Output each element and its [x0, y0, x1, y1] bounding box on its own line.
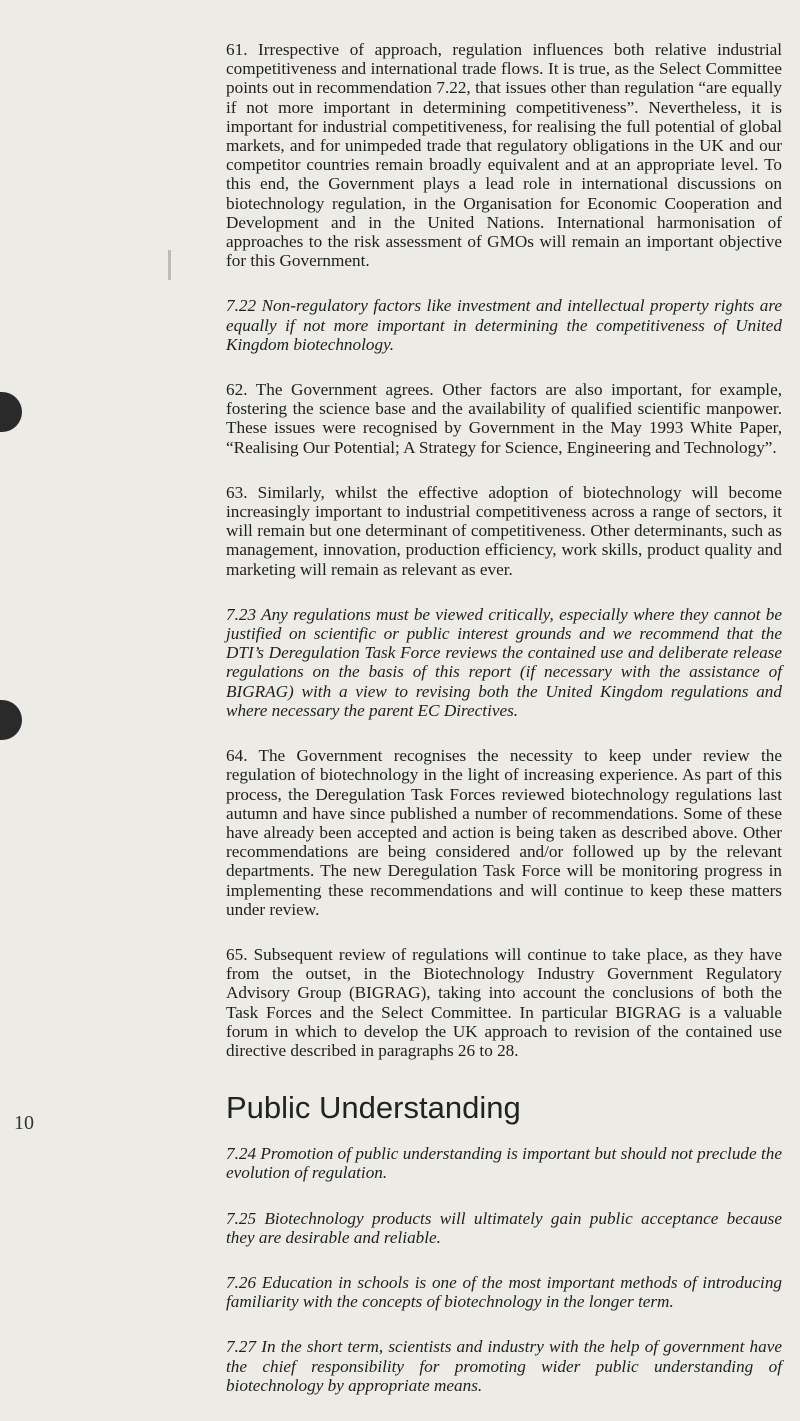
binder-hole-upper	[0, 392, 22, 432]
binder-hole-lower	[0, 700, 22, 740]
paragraph-62: 62. The Government agrees. Other factors are also important, for example, fostering the science base and the availability of qualified scientific manpower. These issues were recognised by Government in the May 1993 White Paper, “Realising Our Potential; A Strategy for Science, Engineering and Technology”.	[226, 380, 782, 457]
scan-edge-mark	[168, 250, 171, 280]
recommendation-7-25: 7.25 Biotechnology products will ultimately gain public acceptance because they are desirable and reliable.	[226, 1208, 782, 1247]
recommendation-7-22: 7.22 Non-regulatory factors like investment and intellectual property rights are equally if not more important in determining the competitiveness of United Kingdom biotechnology.	[226, 296, 782, 354]
page-number: 10	[14, 1112, 34, 1134]
recommendation-7-26: 7.26 Education in schools is one of the most important methods of introducing familiarity with the concepts of biotechnology in the longer term.	[226, 1272, 782, 1312]
recommendation-7-24: 7.24 Promotion of public understanding is important but should not preclude the evolution of regulation.	[226, 1144, 782, 1183]
recommendation-7-27: 7.27 In the short term, scientists and industry with the help of government have the chief responsibility for promoting wider public understanding of biotechnology by appropriate means.	[226, 1337, 782, 1395]
paragraph-64: 64. The Government recognises the necessity to keep under review the regulation of biotechnology in the light of increasing experience. As part of this process, the Deregulation Task Forces reviewed biotechnology regulations last autumn and have since published a number of recommendations. Some of these have already been accepted and action is being taken as described above. Other recommendations are being considered and/or followed up by the relevant departments. The new Deregulation Task Force will be monitoring progress in implementing these recommendations and will continue to keep these matters under review.	[226, 746, 782, 919]
paragraph-63: 63. Similarly, whilst the effective adoption of biotechnology will become increasingly important to industrial competitiveness across a range of sectors, it will remain but one determinant of competitiveness. Other determinants, such as management, innovation, production efficiency, work skills, product quality and marketing will remain as relevant as ever.	[226, 482, 782, 579]
paragraph-65: 65. Subsequent review of regulations will continue to take place, as they have from the outset, in the Biotechnology Industry Government Regulatory Advisory Group (BIGRAG), taking into account the conclusions of both the Task Forces and the Select Committee. In particular BIGRAG is a valuable forum in which to develop the UK approach to revision of the contained use directive described in paragraphs 26 to 28.	[226, 944, 782, 1060]
paragraph-61: 61. Irrespective of approach, regulation influences both relative industrial competitiveness and international trade flows. It is true, as the Select Committee points out in recommendation 7.22, that issues other than regulation “are equally if not more important in determining competitiveness”. Nevertheless, it is important for industrial competitiveness, for realising the full potential of global markets, and for unimpeded trade that regulatory obligations in the UK and our competitor countries remain broadly equivalent and at an appropriate level. To this end, the Government plays a lead role in international discussions on biotechnology regulation, in the Organisation for Economic Cooperation and Development and in the United Nations. International harmonisation of approaches to the risk assessment of GMOs will remain an important objective for this Government.	[226, 40, 782, 271]
recommendation-7-23: 7.23 Any regulations must be viewed critically, especially where they cannot be justified on scientific or public interest grounds and we recommend that the DTI’s Deregulation Task Force reviews the contained use and deliberate release regulations on the basis of this report (if necessary with the assistance of BIGRAG) with a view to revising both the United Kingdom regulations and where necessary the parent EC Directives.	[226, 604, 782, 720]
section-heading: Public Understanding	[226, 1090, 521, 1126]
page-body	[226, 40, 782, 1421]
